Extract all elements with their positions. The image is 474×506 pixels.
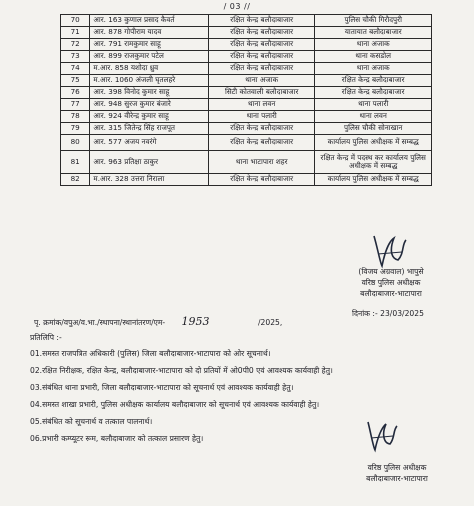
- cell-from: रक्षित केन्द्र बलौदाबाजार: [208, 135, 314, 151]
- cell-from: थाना भाटापारा शहर: [208, 151, 314, 174]
- cell-name: आर. 948 सुरज कुमार बंजारे: [90, 99, 209, 111]
- reference-prefix: पृ. क्रमांक/वपुअ/व.भा./स्थापना/स्थानांतरण/एम-: [34, 318, 166, 327]
- cell-sn: 71: [61, 27, 90, 39]
- cell-sn: 77: [61, 99, 90, 111]
- page-number: / 03 //: [223, 2, 251, 11]
- transfer-table: [60, 14, 432, 186]
- cell-name: आर. 398 विनोद कुमार साहू: [90, 87, 209, 99]
- cell-from: थाना अजाक: [208, 75, 314, 87]
- cell-name: आर. 577 अजय नवरंगे: [90, 135, 209, 151]
- officer-place-2: बलौदाबाजार-भाटापारा: [366, 474, 428, 483]
- table-row: [61, 63, 432, 75]
- reference-number: 1953: [181, 315, 210, 328]
- cell-sn: 72: [61, 39, 90, 51]
- reference-line: [34, 315, 454, 328]
- cell-to: कार्यालय पुलिस अधीक्षक में सम्बद्ध: [315, 174, 432, 186]
- table-row: [61, 151, 432, 174]
- cell-to: रक्षित केन्द्र में पदस्थ कर कार्यालय पुलिस अधीक्षक में सम्बद्ध: [315, 151, 432, 174]
- officer-title-2: वरिष्ठ पुलिस अधीक्षक: [367, 463, 427, 472]
- cell-to: यातायात बलौदाबाजार: [315, 27, 432, 39]
- table-row: [61, 27, 432, 39]
- officer-title: वरिष्ठ पुलिस अधीक्षक: [361, 278, 421, 287]
- list-item: 05.संबंधित को सूचनार्थ व तत्काल पालनार्थ।: [30, 417, 153, 426]
- signature-block-1: [336, 266, 446, 299]
- cell-name: म.आर. 1060 अंजली घृतलहरे: [90, 75, 209, 87]
- table-row: [61, 123, 432, 135]
- table-row: [61, 39, 432, 51]
- cell-to: रक्षित केन्द्र बलौदाबाजार: [315, 87, 432, 99]
- cell-to: थाना अजाक: [315, 63, 432, 75]
- cell-sn: 74: [61, 63, 90, 75]
- list-item: 01.समस्त राजपत्रित अधिकारी (पुलिस) जिला बलौदाबाजार-भाटापारा को ओर सूचनार्थ।: [30, 349, 271, 358]
- cell-to: रक्षित केन्द्र बलौदाबाजार: [315, 75, 432, 87]
- table-row: [61, 51, 432, 63]
- table-row: [61, 75, 432, 87]
- cell-sn: 73: [61, 51, 90, 63]
- cell-name: आर. 924 वीरेन्द्र कुमार साहू: [90, 111, 209, 123]
- signature-block-2: [342, 462, 452, 484]
- cell-sn: 75: [61, 75, 90, 87]
- cell-from: थाना पलारी: [208, 111, 314, 123]
- cell-name: आर. 315 जितेन्द्र सिंह राजपूत: [90, 123, 209, 135]
- cell-sn: 79: [61, 123, 90, 135]
- cell-from: रक्षित केन्द्र बलौदाबाजार: [208, 15, 314, 27]
- officer-place: बलौदाबाजार-भाटापारा: [360, 289, 422, 298]
- cell-to: थाना लवन: [315, 111, 432, 123]
- cell-name: म.आर. 328 उत्तरा निराला: [90, 174, 209, 186]
- cell-to: थाना कसडोल: [315, 51, 432, 63]
- cell-sn: 80: [61, 135, 90, 151]
- table-row: [61, 99, 432, 111]
- list-item: 02.रक्षित निरीक्षक, रक्षित केन्द्र, बलौदाबाजार-भाटापारा को दो प्रतियों में ओ0पी0 एवं आवश्यक कार्यवाही हेतु।: [30, 366, 333, 375]
- cell-to: पुलिस चौकी गिरौदपुरी: [315, 15, 432, 27]
- cell-to: थाना अजाक: [315, 39, 432, 51]
- cell-from: रक्षित केन्द्र बलौदाबाजार: [208, 63, 314, 75]
- cell-from: रक्षित केन्द्र बलौदाबाजार: [208, 174, 314, 186]
- list-item: 06.प्रभारी कम्प्यूटर रूम, बलौदाबाजार को तत्काल प्रसारण हेतु।: [30, 434, 204, 443]
- list-item: 03.संबंधित थाना प्रभारी, जिला बलौदाबाजार-भाटापारा को सूचनार्थ एवं आवश्यक कार्यवाही हेतु।: [30, 383, 294, 392]
- table-row: [61, 111, 432, 123]
- cell-name: आर. 163 कुणाल प्रसाद कैवर्त: [90, 15, 209, 27]
- cell-sn: 70: [61, 15, 90, 27]
- table-row: [61, 87, 432, 99]
- cell-name: आर. 963 प्रतिक्षा ठाकुर: [90, 151, 209, 174]
- list-item: 04.समस्त शाखा प्रभारी, पुलिस अधीक्षक कार्यालय बलौदाबाजार को सूचनार्थ एवं आवश्यक कार्यवाही हेतु।: [30, 400, 320, 409]
- cell-name: आर. 878 गोपीराम यादव: [90, 27, 209, 39]
- table-row: [61, 174, 432, 186]
- table-row: [61, 15, 432, 27]
- cell-sn: 76: [61, 87, 90, 99]
- cell-sn: 78: [61, 111, 90, 123]
- reference-year: /2025,: [257, 318, 283, 327]
- cell-to: पुलिस चौकी सोनाखान: [315, 123, 432, 135]
- cell-from: सिटी कोतवाली बलौदाबाजार: [208, 87, 314, 99]
- cell-from: रक्षित केन्द्र बलौदाबाजार: [208, 123, 314, 135]
- cc-heading: प्रतिलिपि :-: [30, 333, 62, 342]
- cell-name: आर. 791 रामकुमार साहू: [90, 39, 209, 51]
- cell-to: थाना पलारी: [315, 99, 432, 111]
- cell-from: थाना लवन: [208, 99, 314, 111]
- cell-to: कार्यालय पुलिस अधीक्षक में सम्बद्ध: [315, 135, 432, 151]
- table-row: [61, 135, 432, 151]
- cell-from: रक्षित केन्द्र बलौदाबाजार: [208, 27, 314, 39]
- cell-from: रक्षित केन्द्र बलौदाबाजार: [208, 39, 314, 51]
- cell-from: रक्षित केन्द्र बलौदाबाजार: [208, 51, 314, 63]
- cell-sn: 81: [61, 151, 90, 174]
- cell-sn: 82: [61, 174, 90, 186]
- cell-name: म.आर. 858 यशोदा ध्रुव: [90, 63, 209, 75]
- cell-name: आर. 899 राजकुमार पटेल: [90, 51, 209, 63]
- officer-name: (विजय अग्रवाल) भापुसे: [358, 267, 424, 276]
- order-date: दिनांक :- 23/03/2025: [352, 309, 424, 318]
- signature-2: [362, 418, 402, 456]
